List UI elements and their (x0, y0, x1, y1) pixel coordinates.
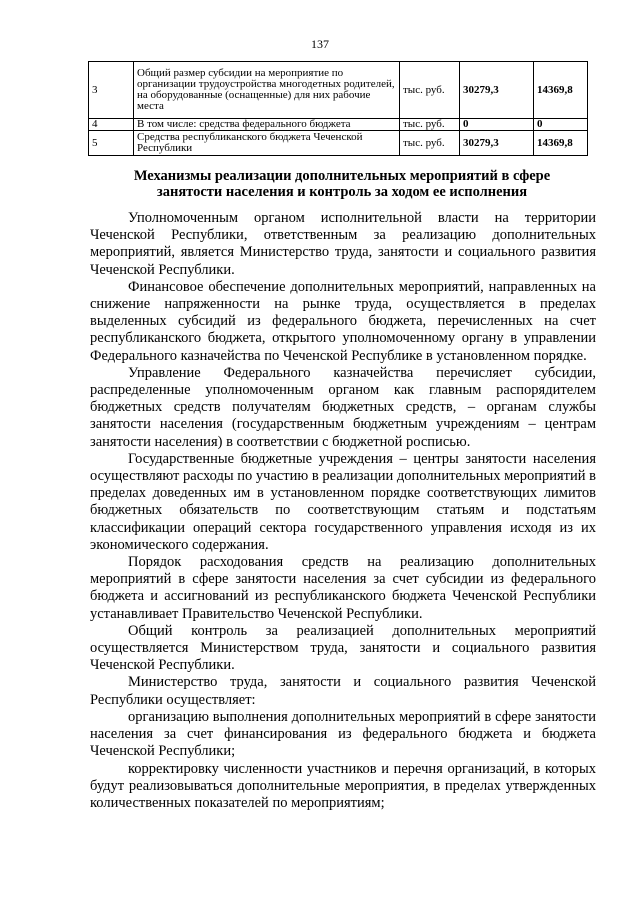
table-row (89, 119, 588, 131)
section-heading-line-2: занятости населения и контроль за ходом ее исполнения (156, 184, 528, 200)
paragraph: Порядок расходования средств на реализацию дополнительных мероприятий в сфере занятости населения за счет субсидии из федерального бюджета и ассигнований из республиканского бюджета Чеченской Республики устанавливает Правительство Чеченской Республики. (90, 554, 596, 622)
row-unit: тыс. руб. (400, 131, 460, 156)
section-heading (88, 168, 596, 200)
row-description: В том числе: средства федерального бюджета (134, 119, 400, 131)
row-value-2: 0 (534, 119, 588, 131)
paragraph: Общий контроль за реализацией дополнительных мероприятий осуществляется Министерством труда, занятости и социального развития Чеченской Республики. (90, 622, 596, 674)
row-unit: тыс. руб. (400, 62, 460, 119)
page-number: 137 (311, 37, 329, 51)
paragraph: Министерство труда, занятости и социального развития Чеченской Республики осуществляет: (90, 674, 596, 708)
paragraph: Финансовое обеспечение дополнительных мероприятий, направленных на снижение напряженности на рынке труда, осуществляется в пределах выделенных субсидий из федерального бюджета, перечисленных на счет республиканского бюджета, открытого уполномоченному органу в управлении Федерального казначейства по Чеченской Республике в установленном порядке. (90, 278, 596, 364)
body-text (90, 210, 596, 812)
row-description: Общий размер субсидии на мероприятие по организации трудоустройства многодетных родителей, на оборудованные (оснащенные) для них рабочие места (134, 62, 400, 119)
table-row (89, 131, 588, 156)
paragraph: Государственные бюджетные учреждения – центры занятости населения осуществляют расходы по участию в реализации дополнительных мероприятий в пределах доведенных им в установленном порядке соответствующих лимитов бюджетных обязательств по соответствующим статьям и подстатьям классификации операций сектора государственного управления исходя из их экономического содержания. (90, 450, 596, 553)
row-value-2: 14369,8 (534, 62, 588, 119)
paragraph: Управление Федерального казначейства перечисляет субсидии, распределенные уполномоченным органом как главным распорядителем бюджетных средств получателям бюджетных средств, – органам службы занятости населения (государственным бюджетным учреждениям – центрам занятости населения) в соответствии с бюджетной росписью. (90, 364, 596, 450)
section-heading-line-1: Механизмы реализации дополнительных мероприятий в сфере (133, 168, 551, 184)
row-number: 3 (89, 62, 134, 119)
row-number: 4 (89, 119, 134, 131)
table-row (89, 62, 588, 119)
row-description: Средства республиканского бюджета Чеченской Республики (134, 131, 400, 156)
paragraph: корректировку численности участников и перечня организаций, в которых будут реализовываться дополнительные мероприятия, в пределах утвержденных количественных показателей по мероприятиям; (90, 760, 596, 811)
row-value-1: 0 (460, 119, 534, 131)
paragraph: Уполномоченным органом исполнительной власти на территории Чеченской Республики, ответственным за реализацию дополнительных мероприятий, является Министерство труда, занятости и социального развития Чеченской Республики. (90, 210, 596, 278)
row-value-1: 30279,3 (460, 131, 534, 156)
paragraph: организацию выполнения дополнительных мероприятий в сфере занятости населения за счет финансирования из федерального бюджета и бюджета Чеченской Республики; (90, 708, 596, 760)
subsidy-table (88, 61, 588, 156)
row-number: 5 (89, 131, 134, 156)
row-value-2: 14369,8 (534, 131, 588, 156)
row-value-1: 30279,3 (460, 62, 534, 119)
row-unit: тыс. руб. (400, 119, 460, 131)
